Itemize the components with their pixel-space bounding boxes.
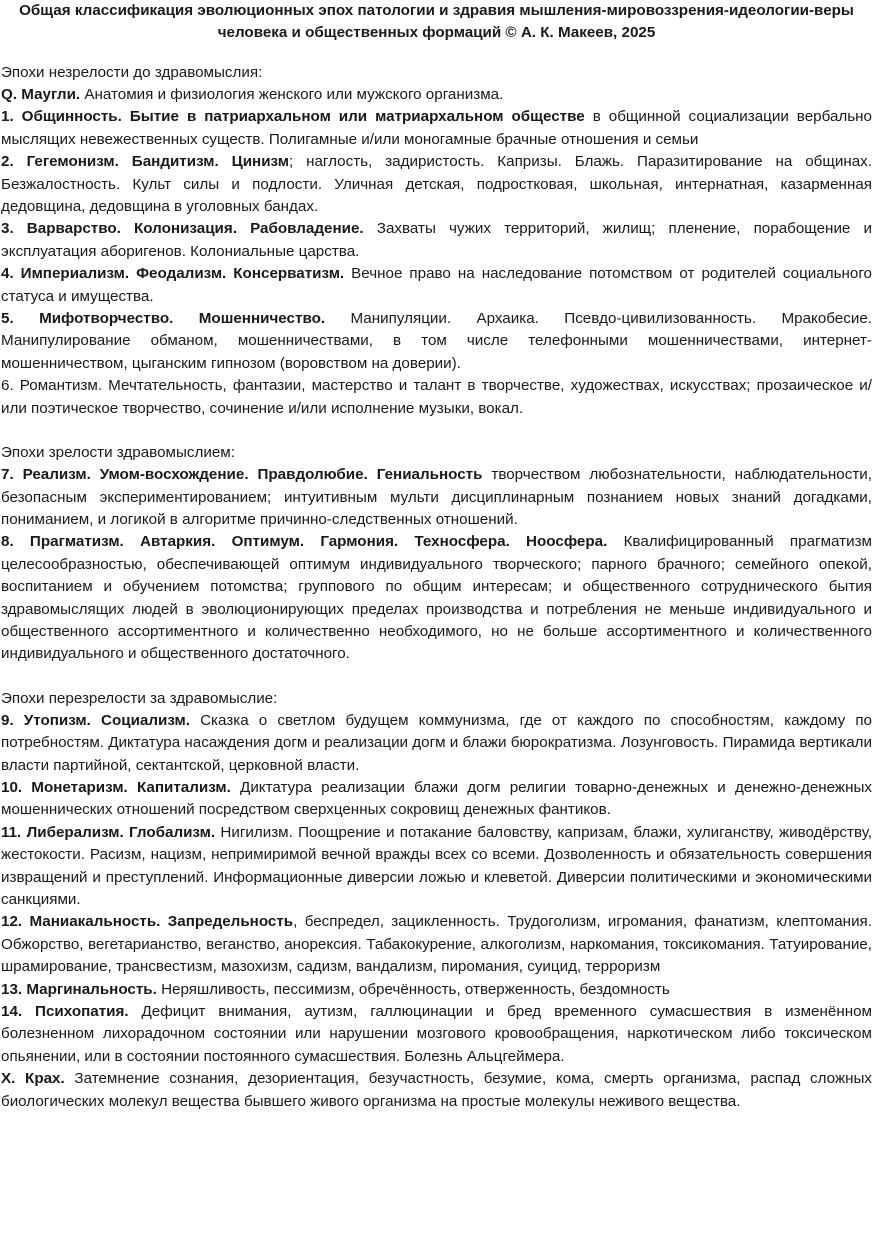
entry-text: , беспредел, зацикленность. Трудоголизм, игромания, фанатизм, клептомания. Обжорство, вегетарианство, веганство, анорексия. Табакокурение, алкоголизм, наркомания, токсикомания. Татуирование, шрамирование, трансвестизм, мазохизм, садизм, вандализм, пиромания, суицид, терроризм [1, 913, 872, 976]
entry-bold: 5. Мифотворчество. Мошенничество. [1, 310, 326, 328]
entry-13 [1, 979, 872, 1001]
spacer [1, 666, 872, 688]
entry-text: Затемнение сознания, дезориентация, безучастность, безумие, кома, смерть организма, распад сложных биологических молекул вещества бывшего живого организма на простые молекулы неживого вещества. [1, 1070, 872, 1110]
entry-bold: 11. Либерализм. Глобализм. [1, 823, 216, 841]
entry-bold: 13. Маргинальность. [1, 980, 157, 998]
entry-text: 6. Романтизм. Мечтательность, фантазии, мастерство и талант в творчестве, художествах, искусствах; прозаическое и/или поэтическое творчество, сочинение и/или исполнение музыки, вокал. [1, 377, 872, 417]
entry-q [1, 84, 872, 106]
entry-bold: 3. Варварство. Колонизация. Рабовладение. [1, 220, 364, 238]
entry-text: Манипуляции. Архаика. Псевдо-цивилизованность. Мракобесие. Манипулирование обманом, мошенничествами, в том числе телефонными мошенничествами, интернет-мошенничеством, цыганским гипнозом (воровством на доверии). [1, 310, 872, 372]
entry-bold: 2. Гегемонизм. Бандитизм. Цинизм [1, 153, 289, 171]
entry-8 [1, 531, 872, 665]
spacer [1, 420, 872, 442]
entry-text: Неряшливость, пессимизм, обречённость, отверженность, бездомность [156, 980, 670, 998]
entry-1 [1, 106, 872, 151]
entry-text: Квалифицированный прагматизм целесообразностью, обеспечивающей оптимум индивидуального творческого; парного брачного; семейного опекой, воспитанием и обучением потомства; группового по общим интересам; и общественного сотруднического бытия здравомыслящих людей в эволюционирующих пределах производства и потребления не меньше индивидуального и общественного ассортиментного и количественно необходимого, но не больше ассортиментного и количественного индивидуального и общественного достаточного. [1, 533, 872, 663]
entry-bold: 9. Утопизм. Социализм. [1, 711, 190, 729]
section-heading: Эпохи зрелости здравомыслием: [1, 444, 235, 462]
entry-bold: Q. Маугли. [1, 86, 81, 103]
entry-text: Анатомия и физиология женского или мужского организма. [80, 86, 504, 103]
entry-bold: 8. Прагматизм. Автаркия. Оптимум. Гармония. Техносфера. Ноосфера. [1, 533, 608, 551]
entry-bold: 12. Маниакальность. Запредельность [1, 913, 294, 931]
entry-10 [1, 777, 872, 822]
entry-text: Захваты чужих территорий, жилищ; пленение, порабощение и эксплуатация аборигенов. Колониальные царства. [1, 220, 872, 260]
entry-4 [1, 263, 872, 308]
entry-text: Вечное право на наследование потомством от родителей социального статуса и имущества. [1, 265, 872, 305]
entry-bold: 10. Монетаризм. Капитализм. [1, 778, 231, 796]
document-title: Общая классификация эволюционных эпох патологии и здравия мышления-мировоззрения-идеологии-веры человека и общественных формаций © А. К. Макеев, 2025 [19, 2, 854, 41]
entry-2 [1, 151, 872, 218]
entry-text: в общинной социализации вербально мыслящих невежественных существ. Полигамные и/или моногамные брачные отношения и семьи [1, 108, 872, 148]
entry-bold: 4. Империализм. Феодализм. Консерватизм. [1, 265, 345, 283]
entry-9 [1, 710, 872, 777]
section-heading: Эпохи незрелости до здравомыслия: [1, 64, 263, 81]
entry-5 [1, 308, 872, 375]
section-immaturity [1, 62, 872, 420]
entry-bold: X. Крах. [1, 1070, 65, 1088]
entry-3 [1, 218, 872, 263]
entry-bold: 1. Общинность. Бытие в патриархальном или матриархальном обществе [1, 108, 585, 126]
entry-x [1, 1068, 872, 1113]
entry-14 [1, 1001, 872, 1068]
section-heading: Эпохи перезрелости за здравомыслие: [1, 689, 278, 707]
entry-text: Дефицит внимания, аутизм, галлюцинации и бред временного сумасшествия в изменённом болезненном лихорадочном состоянии или нарушении мозгового кровообращения, наркотическом либо токсическом опьянении, или в состоянии постоянного сумасшествия. Болезнь Альцгеймера. [1, 1003, 872, 1065]
entry-text: ; наглость, задиристость. Капризы. Блажь. Паразитирование на общинах. Безжалостность. Культ силы и подлости. Уличная детская, подростковая, школьная, интернатная, казарменная дедовщина, дедовщина в уголовных бандах. [1, 153, 872, 216]
entry-7 [1, 464, 872, 531]
entry-text: Сказка о светлом будущем коммунизма, где от каждого по способностям, каждому по потребностям. Диктатура насаждения догм и реализации догм и блажи бюрократизма. Лозунговость. Пирамида вертикали власти партийной, сектантской, церковной власти. [1, 711, 872, 774]
section-overmaturity [1, 688, 872, 1113]
entry-bold: 7. Реализм. Умом-восхождение. Правдолюбие. Гениальность [1, 466, 483, 484]
entry-11 [1, 822, 872, 912]
section-maturity [1, 442, 872, 666]
entry-text: Нигилизм. Поощрение и потакание баловству, капризам, блажи, хулиганству, живодёрству, жестокости. Расизм, нацизм, непримиримой вечной вражды всех со всеми. Дозволенность и обязательность совершения извращений и преступлений. Информационные диверсии ложью и клеветой. Диверсии политическими и экономическими санкциями. [1, 823, 872, 908]
entry-bold: 14. Психопатия. [1, 1003, 129, 1021]
entry-12 [1, 911, 872, 978]
entry-text: творчеством любознательности, наблюдательности, безопасным экспериментированием; интуитивным мульти дисциплинарным познанием новых знаний догадками, пониманием, и логикой в алгоритме причинно-следственных отношений. [1, 466, 872, 528]
entry-6 [1, 375, 872, 420]
entry-text: Диктатура реализации блажи догм религии товарно-денежных и денежно-денежных мошеннических отношений посредством сверхценных сокровищ денежных фантиков. [1, 778, 872, 819]
